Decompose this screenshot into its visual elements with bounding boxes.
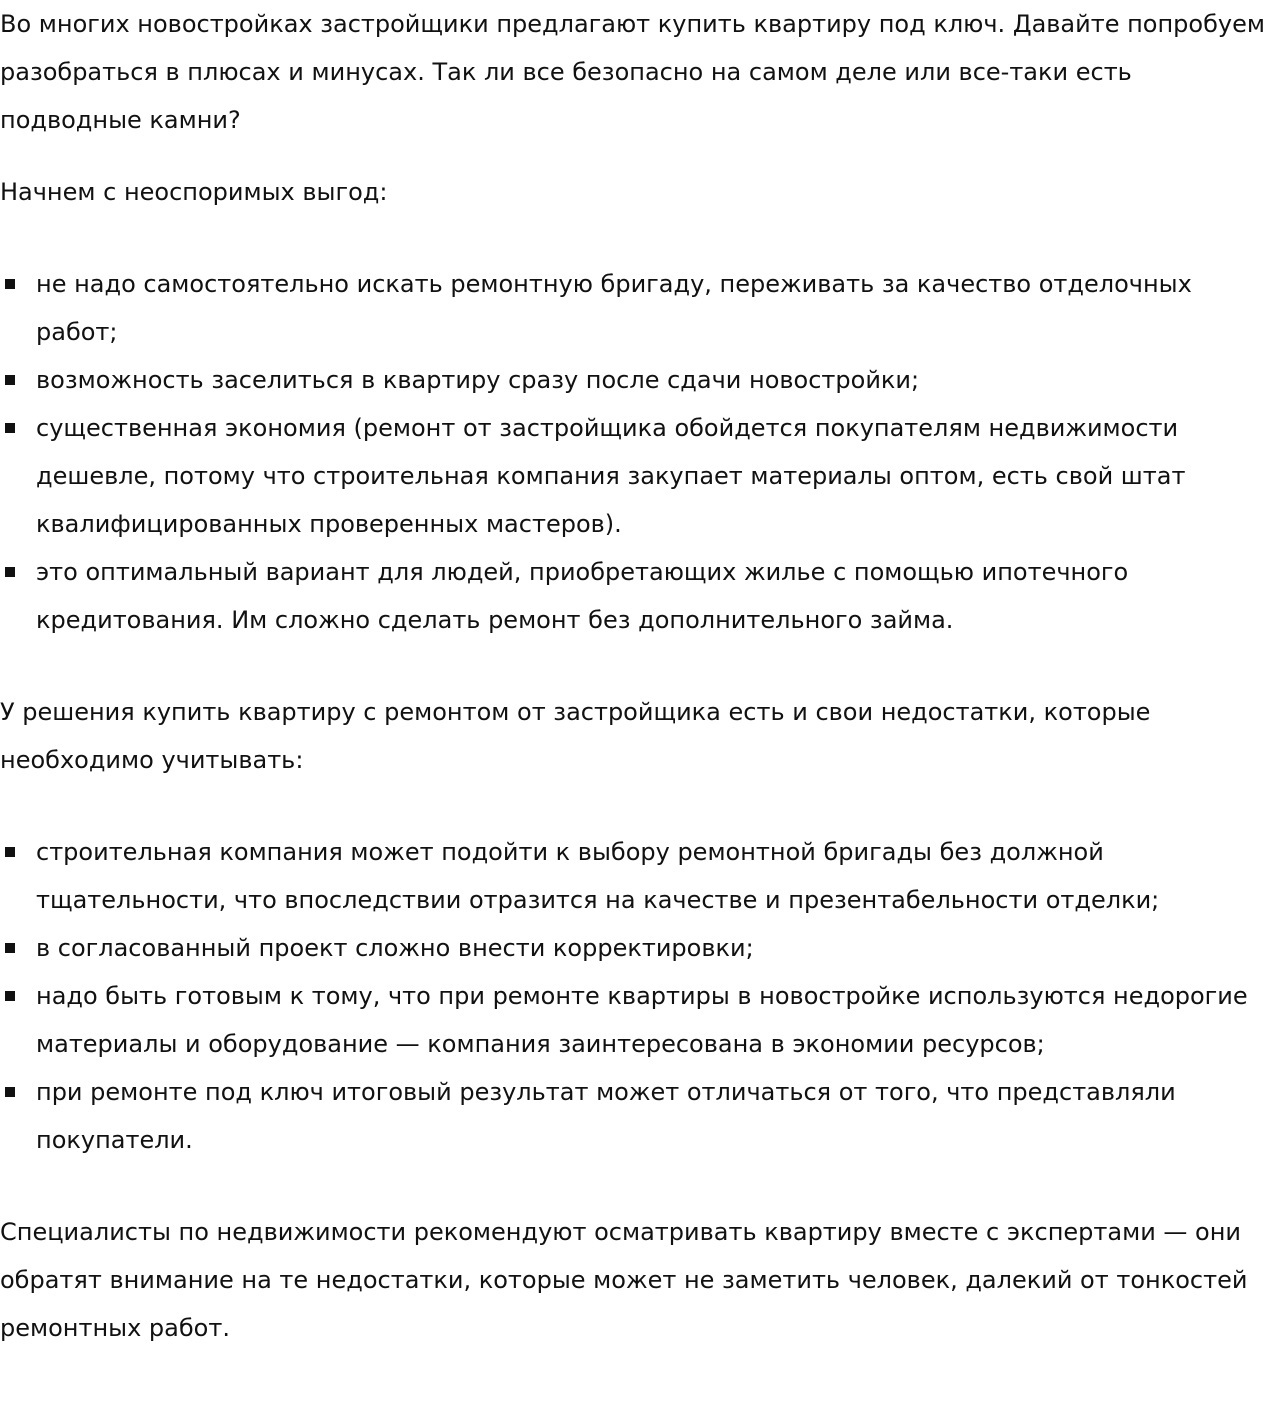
list-item xyxy=(0,356,1270,404)
list-item xyxy=(0,404,1270,548)
list-item-text: существенная экономия (ремонт от застройщика обойдется покупателям недвижимости дешевле, потому что строительная компания закупает материалы оптом, есть свой штат квалифицированных проверенных мастеров). xyxy=(36,414,1186,538)
intro-paragraph: Во многих новостройках застройщики предлагают купить квартиру под ключ. Давайте попробуем разобраться в плюсах и минусах. Так ли все безопасно на самом деле или все-таки есть подводные камни? xyxy=(0,10,1265,134)
list-item xyxy=(0,1068,1270,1164)
pros-list xyxy=(0,260,1270,644)
square-bullet-icon xyxy=(5,375,15,385)
square-bullet-icon xyxy=(5,991,15,1001)
list-item xyxy=(0,548,1270,644)
square-bullet-icon xyxy=(5,567,15,577)
conclusion-paragraph: Специалисты по недвижимости рекомендуют осматривать квартиру вместе с экспертами — они обратят внимание на те недостатки, которые может не заметить человек, далекий от тонкостей ремонтных работ. xyxy=(0,1218,1248,1342)
list-item-text: возможность заселиться в квартиру сразу после сдачи новостройки; xyxy=(36,366,920,394)
list-item-text: в согласованный проект сложно внести корректировки; xyxy=(36,934,754,962)
square-bullet-icon xyxy=(5,1087,15,1097)
list-item-text: строительная компания может подойти к выбору ремонтной бригады без должной тщательности, что впоследствии отразится на качестве и презентабельности отделки; xyxy=(36,838,1160,914)
cons-heading: У решения купить квартиру с ремонтом от застройщика есть и свои недостатки, которые необходимо учитывать: xyxy=(0,698,1151,774)
cons-list xyxy=(0,828,1270,1164)
square-bullet-icon xyxy=(5,847,15,857)
list-item xyxy=(0,828,1270,924)
pros-heading: Начнем с неоспоримых выгод: xyxy=(0,178,388,206)
list-item xyxy=(0,972,1270,1068)
list-item-text: при ремонте под ключ итоговый результат может отличаться от того, что представляли покупатели. xyxy=(36,1078,1176,1154)
list-item xyxy=(0,924,1270,972)
square-bullet-icon xyxy=(5,943,15,953)
list-item xyxy=(0,260,1270,356)
list-item-text: не надо самостоятельно искать ремонтную бригаду, переживать за качество отделочных работ; xyxy=(36,270,1192,346)
list-item-text: надо быть готовым к тому, что при ремонте квартиры в новостройке используются недорогие материалы и оборудование — компания заинтересована в экономии ресурсов; xyxy=(36,982,1248,1058)
square-bullet-icon xyxy=(5,423,15,433)
list-item-text: это оптимальный вариант для людей, приобретающих жилье с помощью ипотечного кредитования. Им сложно сделать ремонт без дополнительного займа. xyxy=(36,558,1129,634)
square-bullet-icon xyxy=(5,279,15,289)
